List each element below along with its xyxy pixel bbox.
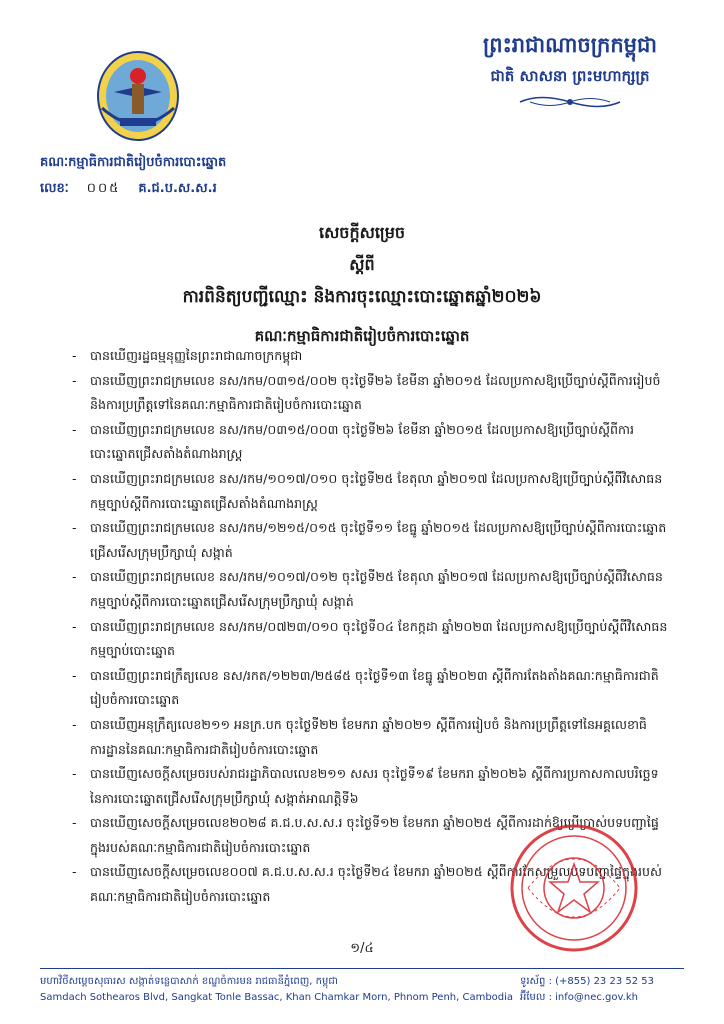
- kingdom-title: ព្រះរាជាណាចក្រកម្ពុជា: [482, 33, 657, 57]
- recital-item: - បានឃើញព្រះរាជក្រមលេខ នស/រកម/១០១៧/០១២ ចុះថ្ងៃទី២៥ ខែតុលា ឆ្នាំ២០១៧ ដែលប្រកាសឱ្យប្រើច្បាប់ស្ដីពីវិសោធនកម្មច្បាប់ស្ដីពីការបោះឆ្នោតជ្រើសរើសក្រុមប្រឹក្សាឃុំ សង្កាត់: [68, 565, 668, 614]
- recital-item: - បានឃើញអនុក្រឹត្យលេខ២១១ អនក្រ.បក ចុះថ្ងៃទី២២ ខែមករា ឆ្នាំ២០២១ ស្ដីពីការរៀបចំ និងការប្រព្រឹត្តទៅនៃអគ្គលេខាធិការដ្ឋាននៃគណៈកម្មាធិការជាតិរៀបចំការបោះឆ្នោត: [68, 713, 668, 762]
- ref-code: គ.ជ.ប.ស.ស.រ: [138, 181, 217, 196]
- official-seal-icon: [508, 822, 640, 954]
- recital-item: - បានឃើញសេចក្ដីសម្រេចលេខ០០៧ គ.ជ.ប.ស.ស.រ ចុះថ្ងៃទី២៤ ខែមករា ឆ្នាំ២០២៥ ស្ដីពីការកែសម្រួលបទបញ្ជាផ្ទៃក្នុងរបស់គណៈកម្មាធិការជាតិរៀបចំការបោះឆ្នោត: [68, 860, 668, 909]
- reference-number-row: [40, 180, 217, 199]
- ornament-divider-icon: [510, 93, 630, 111]
- address-khmer: មហាវិថីសម្ដេចសុធារស សង្កាត់ទន្លេបាសាក់ ខណ្ឌចំការមន រាជធានីភ្នំពេញ, កម្ពុជា: [40, 976, 338, 987]
- footer-address: [40, 974, 513, 1006]
- national-motto: ជាតិ សាសនា ព្រះមហាក្សត្រ: [490, 67, 650, 85]
- kingdom-header: [440, 32, 700, 115]
- document-title: [0, 222, 724, 349]
- title-authority: គណៈកម្មាធិការជាតិរៀបចំការបោះឆ្នោត: [254, 327, 470, 345]
- recital-item: - បានឃើញរដ្ឋធម្មនុញ្ញនៃព្រះរាជាណាចក្រកម្ពុជា: [68, 344, 668, 369]
- nec-emblem-icon: [92, 44, 184, 144]
- issuer-name: គណៈកម្មាធិការជាតិរៀបចំការបោះឆ្នោត: [40, 155, 227, 170]
- recital-item: - បានឃើញព្រះរាជក្រមលេខ នស/រកម/១០១៧/០១០ ចុះថ្ងៃទី២៥ ខែតុលា ឆ្នាំ២០១៧ ដែលប្រកាសឱ្យប្រើច្បាប់ស្ដីពីវិសោធនកម្មច្បាប់ស្ដីពីការបោះឆ្នោតជ្រើសតាំងតំណាងរាស្ត្រ: [68, 467, 668, 516]
- title-decision: សេចក្ដីសម្រេច: [318, 223, 405, 242]
- recital-item: - បានឃើញសេចក្ដីសម្រេចលេខ២០២៨ គ.ជ.ប.ស.ស.រ ចុះថ្ងៃទី១២ ខែមករា ឆ្នាំ២០២៥ ស្ដីពីការដាក់ឱ្យប្រើប្រាស់បទបញ្ជាផ្ទៃក្នុងរបស់គណៈកម្មាធិការជាតិរៀបចំការបោះឆ្នោត: [68, 811, 668, 860]
- footer-divider: [40, 968, 684, 969]
- recital-item: - បានឃើញព្រះរាជក្រមលេខ នស/រកម/០៣១៥/០០២ ចុះថ្ងៃទី២៦ ខែមីនា ឆ្នាំ២០១៥ ដែលប្រកាសឱ្យប្រើច្បាប់ស្ដីពីការរៀបចំ និងការប្រព្រឹត្តទៅនៃគណៈកម្មាធិការជាតិរៀបចំការបោះឆ្នោត: [68, 369, 668, 418]
- title-subject: ការពិនិត្យបញ្ជីឈ្មោះ និងការចុះឈ្មោះបោះឆ្នោតឆ្នាំ២០២៦: [182, 287, 542, 307]
- recital-item: - បានឃើញព្រះរាជក្រឹត្យលេខ នស/រកត/១២២៣/២៥៨៥ ចុះថ្ងៃទី១៣ ខែធ្នូ ឆ្នាំ២០២៣ ស្ដីពីការតែងតាំងគណៈកម្មាធិការជាតិរៀបចំការបោះឆ្នោត: [68, 664, 668, 713]
- ref-number: ០០៥: [86, 181, 121, 196]
- phone-number: ទូរស័ព្ទ : (+855) 23 23 52 53: [520, 976, 654, 987]
- page-number: ១/៤: [350, 941, 374, 956]
- recital-item: - បានឃើញសេចក្ដីសម្រេចរបស់រាជរដ្ឋាភិបាលលេខ២១១ សសរ ចុះថ្ងៃទី១៩ ខែមករា ឆ្នាំ២០២៦ ស្ដីពីការប្រកាសកាលបរិច្ឆេទនៃការបោះឆ្នោតជ្រើសរើសក្រុមប្រឹក្សាឃុំ សង្កាត់អាណត្តិទី៦: [68, 762, 668, 811]
- address-english: Samdach Sothearos Blvd, Sangkat Tonle Bassac, Khan Chamkar Morn, Phnom Penh, Cambodia: [40, 992, 514, 1003]
- ref-label: លេខៈ: [40, 181, 69, 196]
- recital-item: - បានឃើញព្រះរាជក្រមលេខ នស/រកម/០៧២៣/០១០ ចុះថ្ងៃទី០៤ ខែកក្កដា ឆ្នាំ២០២៣ ដែលប្រកាសឱ្យប្រើច្បាប់ស្ដីពីវិសោធនកម្មច្បាប់បោះឆ្នោត: [68, 615, 668, 664]
- email-address: អ៊ីមែល : info@nec.gov.kh: [520, 992, 638, 1003]
- recital-item: - បានឃើញព្រះរាជក្រមលេខ នស/រកម/០៣១៥/០០៣ ចុះថ្ងៃទី២៦ ខែមីនា ឆ្នាំ២០១៥ ដែលប្រកាសឱ្យប្រើច្បាប់ស្ដីពីការបោះឆ្នោតជ្រើសតាំងតំណាងរាស្ត្រ: [68, 418, 668, 467]
- footer-contact: [520, 974, 710, 1006]
- title-regarding: ស្ដីពី: [349, 255, 375, 274]
- recital-item: - បានឃើញព្រះរាជក្រមលេខ នស/រកម/១២១៥/០១៥ ចុះថ្ងៃទី១១ ខែធ្នូ ឆ្នាំ២០១៥ ដែលប្រកាសឱ្យប្រើច្បាប់ស្ដីពីការបោះឆ្នោតជ្រើសរើសក្រុមប្រឹក្សាឃុំ សង្កាត់: [68, 516, 668, 565]
